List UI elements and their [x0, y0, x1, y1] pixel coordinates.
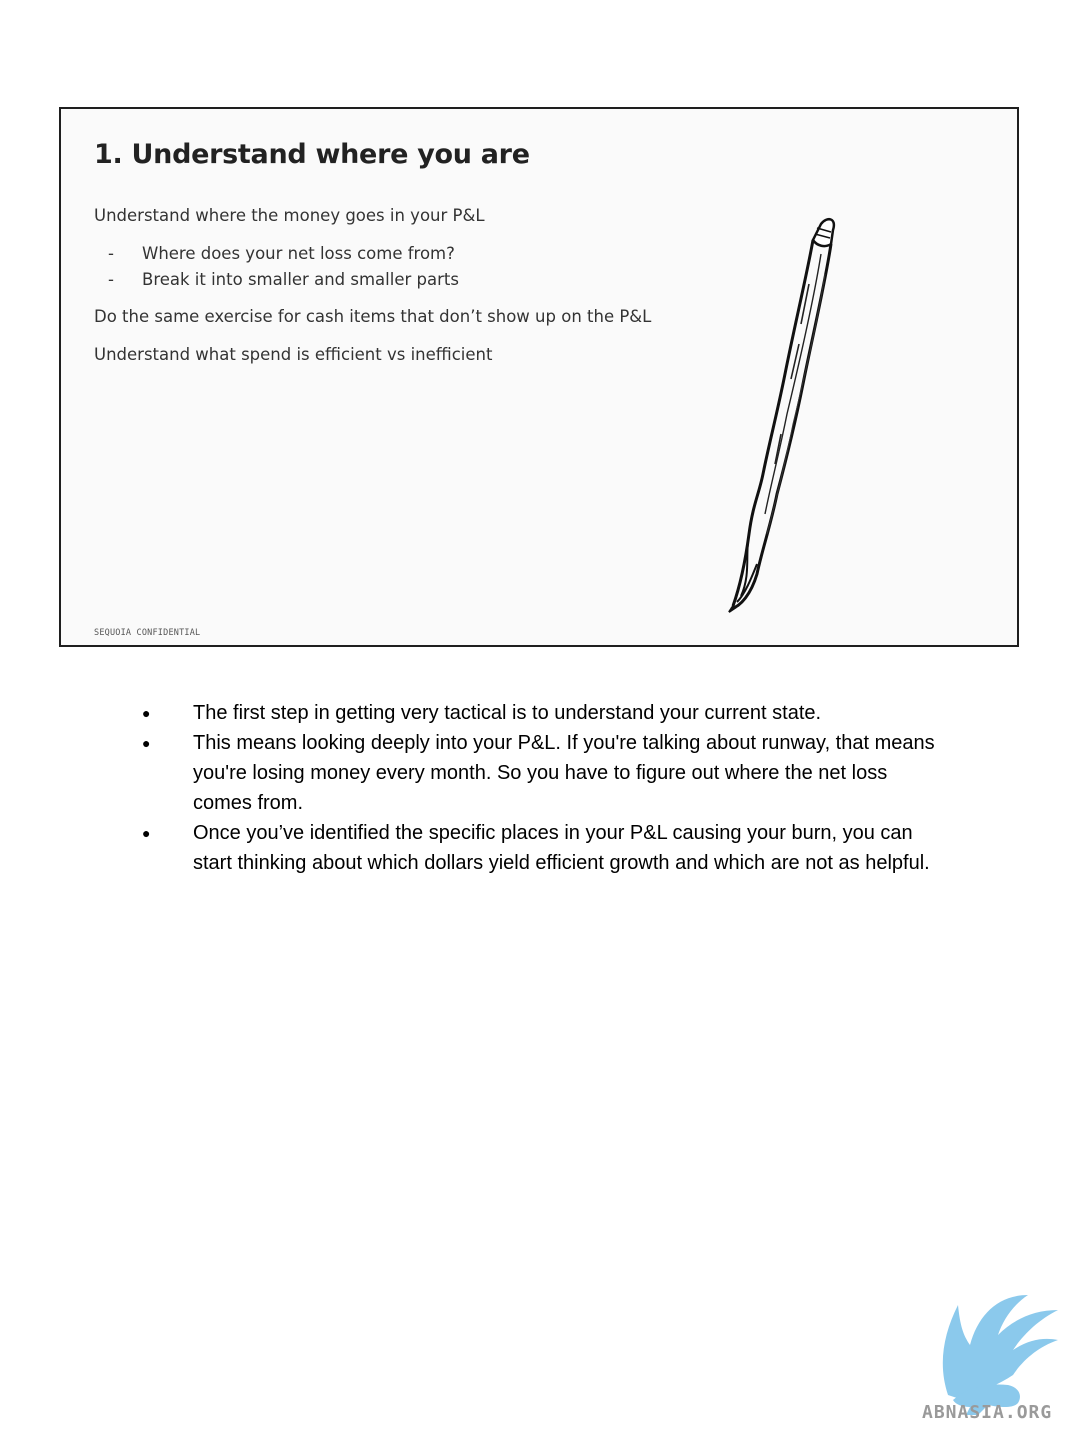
notes-item	[138, 698, 938, 728]
confidential-label: SEQUOIA CONFIDENTIAL	[94, 628, 201, 638]
slide-sub-item	[94, 270, 714, 290]
dash-bullet: -	[108, 243, 114, 263]
slide-sub-item	[94, 244, 714, 264]
speaker-notes-list	[138, 698, 938, 878]
slide-body	[94, 206, 714, 365]
notes-item-text: The first step in getting very tactical is to understand your current state.	[193, 702, 822, 724]
pencil-illustration	[681, 204, 841, 624]
notes-item	[138, 728, 938, 818]
notes-item-text: This means looking deeply into your P&L. If you're talking about runway, that means you're losing money every month. So you have to figure out where the net loss comes from.	[193, 732, 935, 814]
bullet-icon: ●	[142, 825, 151, 841]
slide-sub-list	[94, 244, 714, 290]
slide-sub-item-text: Break it into smaller and smaller parts	[142, 269, 459, 289]
slide-text-spend: Understand what spend is efficient vs inefficient	[94, 345, 493, 365]
slide	[59, 107, 1019, 647]
bullet-icon: ●	[142, 705, 151, 721]
slide-sub-item-text: Where does your net loss come from?	[142, 243, 455, 263]
watermark-text: ABNASIA.ORG	[922, 1402, 1053, 1423]
notes-item	[138, 818, 938, 878]
slide-title: 1. Understand where you are	[94, 139, 530, 170]
notes-item-text: Once you’ve identified the specific places in your P&L causing your burn, you can start thinking about which dollars yield efficient growth and which are not as helpful.	[193, 822, 930, 874]
slide-text-money: Understand where the money goes in your P&L	[94, 206, 485, 225]
bullet-icon: ●	[142, 735, 151, 751]
slide-text-cash: Do the same exercise for cash items that don’t show up on the P&L	[94, 307, 652, 327]
dash-bullet: -	[108, 269, 114, 289]
